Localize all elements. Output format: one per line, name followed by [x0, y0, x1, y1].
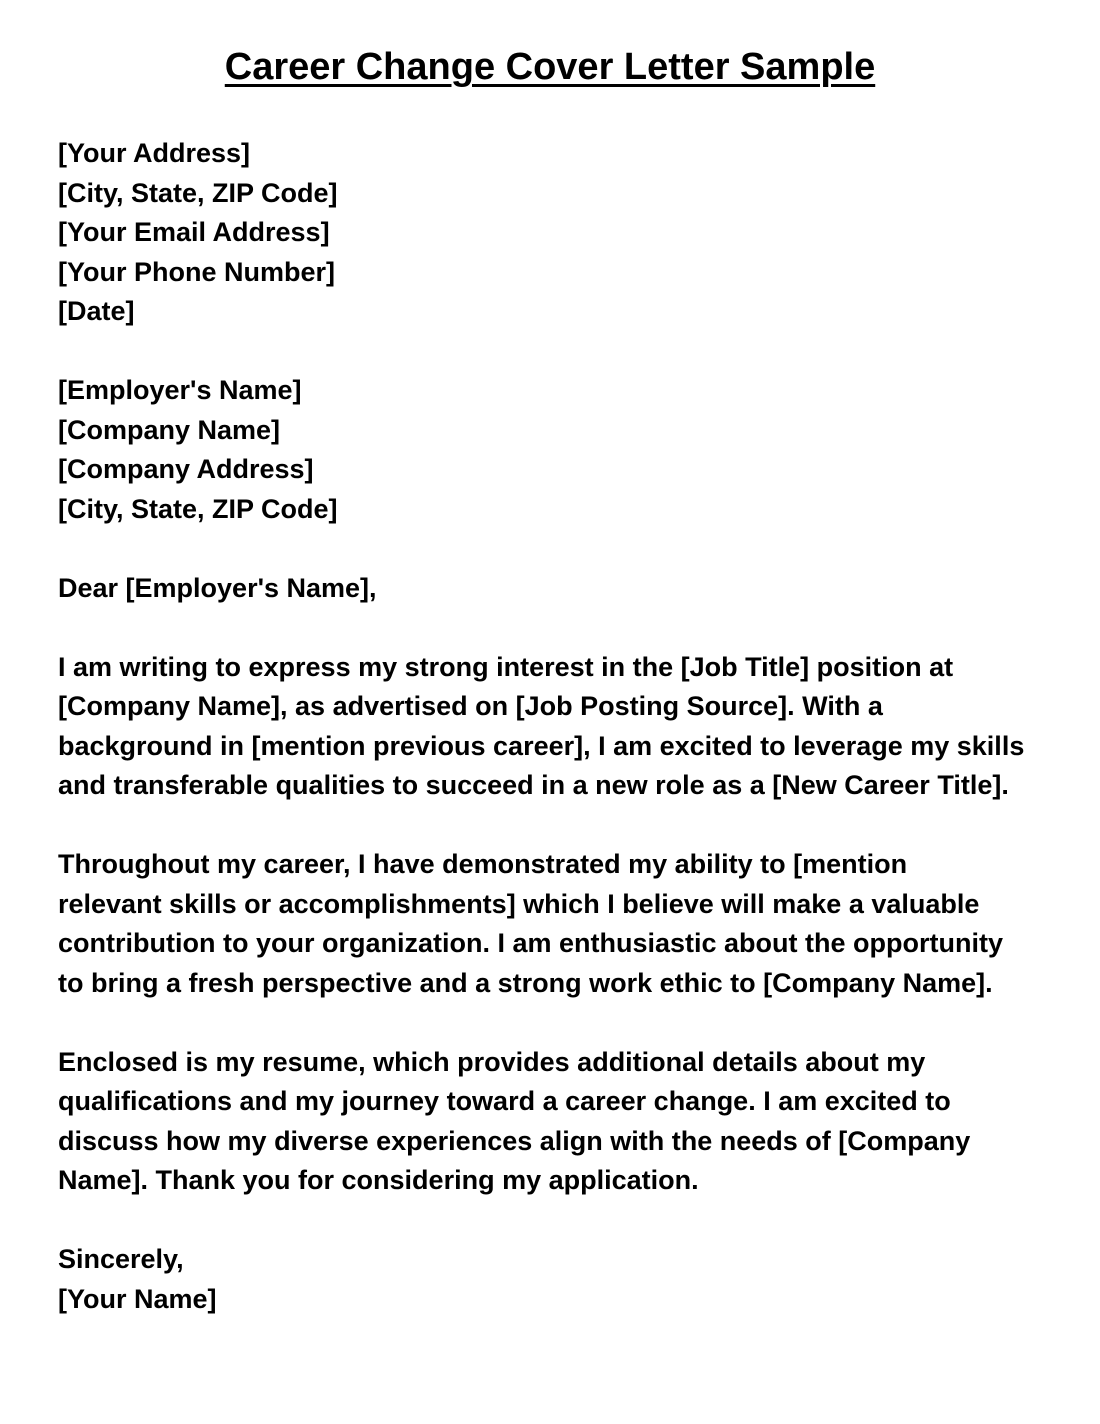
- paragraph-line: contribution to your organization. I am enthusiastic about the opportunity: [58, 928, 1003, 958]
- paragraph-line: [Company Name], as advertised on [Job Posting Source]. With a: [58, 691, 883, 721]
- salutation-block: [58, 569, 1088, 609]
- paragraph-line: I am writing to express my strong interest in the [Job Title] position at: [58, 651, 954, 682]
- sender-email: [Your Email Address]: [58, 217, 330, 247]
- sender-city-state-zip: [City, State, ZIP Code]: [58, 177, 338, 208]
- document-title: [0, 42, 1100, 92]
- body-paragraph-1: [58, 648, 1088, 806]
- sender-block: [58, 134, 1088, 332]
- paragraph-line: Name]. Thank you for considering my application.: [58, 1165, 699, 1195]
- sender-address: [Your Address]: [58, 138, 251, 168]
- paragraph-line: qualifications and my journey toward a career change. I am excited to: [58, 1086, 951, 1116]
- document-title-text: Career Change Cover Letter Sample: [224, 46, 876, 88]
- salutation: Dear [Employer's Name],: [58, 572, 377, 603]
- closing-block: [58, 1240, 1088, 1319]
- body-paragraph-3: [58, 1043, 1088, 1201]
- closing: Sincerely,: [58, 1244, 184, 1274]
- recipient-block: [58, 371, 1088, 529]
- paragraph-line: Enclosed is my resume, which provides additional details about my: [58, 1046, 926, 1077]
- paragraph-line: Throughout my career, I have demonstrated my ability to [mention: [58, 849, 908, 879]
- recipient-company: [Company Name]: [58, 414, 281, 445]
- signature: [Your Name]: [58, 1283, 217, 1314]
- letter-date: [Date]: [58, 296, 135, 326]
- paragraph-line: discuss how my diverse experiences align with the needs of [Company: [58, 1125, 971, 1156]
- paragraph-line: relevant skills or accomplishments] which I believe will make a valuable: [58, 888, 980, 919]
- letter-body: [58, 134, 1088, 1359]
- recipient-name: [Employer's Name]: [58, 375, 302, 405]
- recipient-city-state-zip: [City, State, ZIP Code]: [58, 493, 338, 524]
- recipient-company-address: [Company Address]: [58, 454, 314, 484]
- body-paragraph-2: [58, 845, 1088, 1003]
- sender-phone: [Your Phone Number]: [58, 256, 336, 287]
- paragraph-line: and transferable qualities to succeed in a new role as a [New Career Title].: [58, 770, 1009, 800]
- paragraph-line: background in [mention previous career], I am excited to leverage my skills: [58, 730, 1025, 761]
- paragraph-line: to bring a fresh perspective and a strong work ethic to [Company Name].: [58, 967, 993, 998]
